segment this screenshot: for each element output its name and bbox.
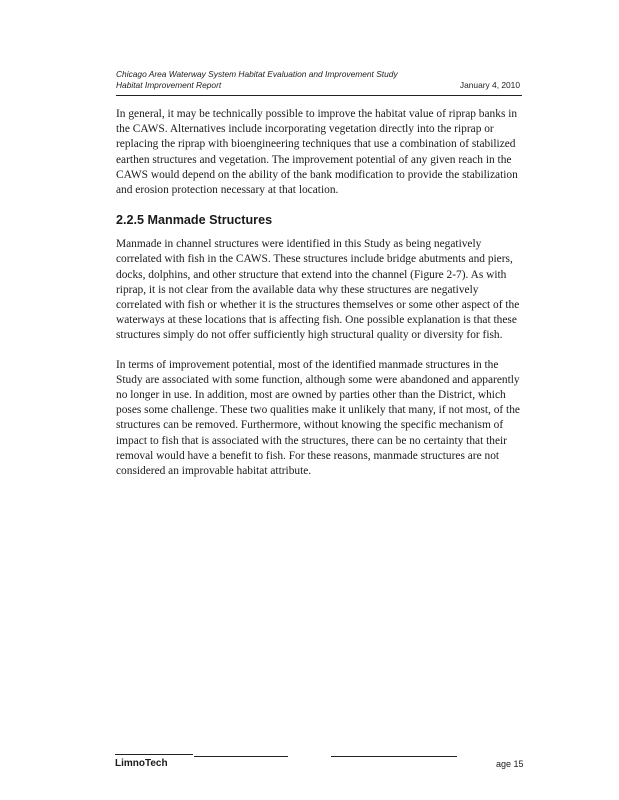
header-study-title: Chicago Area Waterway System Habitat Evaluation and Improvement Study [116, 69, 398, 79]
header-report-title: Habitat Improvement Report [116, 80, 222, 90]
footer-company: LimnoTech [115, 758, 168, 769]
footer-rule-right [331, 756, 457, 757]
footer-rule-left [115, 754, 193, 755]
page-content [116, 107, 524, 479]
header-rule [116, 95, 522, 96]
paragraph-manmade-structures: Manmade in channel structures were identified in this Study as being negatively correlated with fish in the CAWS. These structures include bridge abutments and piers, docks, dolphins, and other structure that extend into the channel (Figure 2-7). As with riprap, it is not clear from the available data why these structures are negatively correlated with fish or whether it is the structures themselves or some other aspect of the waterways at these locations that is affecting fish. One possible explanation is that these structures simply do not offer sufficiently high structural quality or diversity for fish. [116, 238, 520, 342]
section-heading: 2.2.5 Manmade Structures [116, 213, 273, 228]
running-header [116, 69, 522, 91]
paragraph-improvement-potential: In terms of improvement potential, most of the identified manmade structures in the Study are associated with some function, although some were abandoned and apparently no longer in use. In addition, most are owned by parties other than the District, which poses some challenge. These two qualities make it unlikely that many, if not most, of the structures can be removed. Furthermore, without knowing the specific mechanism of impact to fish that is associated with the structures, there can be no certainty that their removal would have a benefit to fish. For these reasons, manmade structures are not considered an improvable habitat attribute. [116, 358, 520, 478]
header-date: January 4, 2010 [459, 80, 520, 90]
footer-page-number: age 15 [496, 759, 524, 769]
paragraph-riprap-improvement: In general, it may be technically possible to improve the habitat value of riprap banks in the CAWS. Alternatives include incorporating vegetation directly into the riprap or replacing the riprap with bioengineering techniques that use a combination of stabilized earthen structures and vegetation. The improvement potential of any given reach in the CAWS would depend on the ability of the bank modification to provide the stabilization and erosion protection necessary at that location. [116, 108, 518, 197]
footer-rule-middle [194, 756, 288, 757]
